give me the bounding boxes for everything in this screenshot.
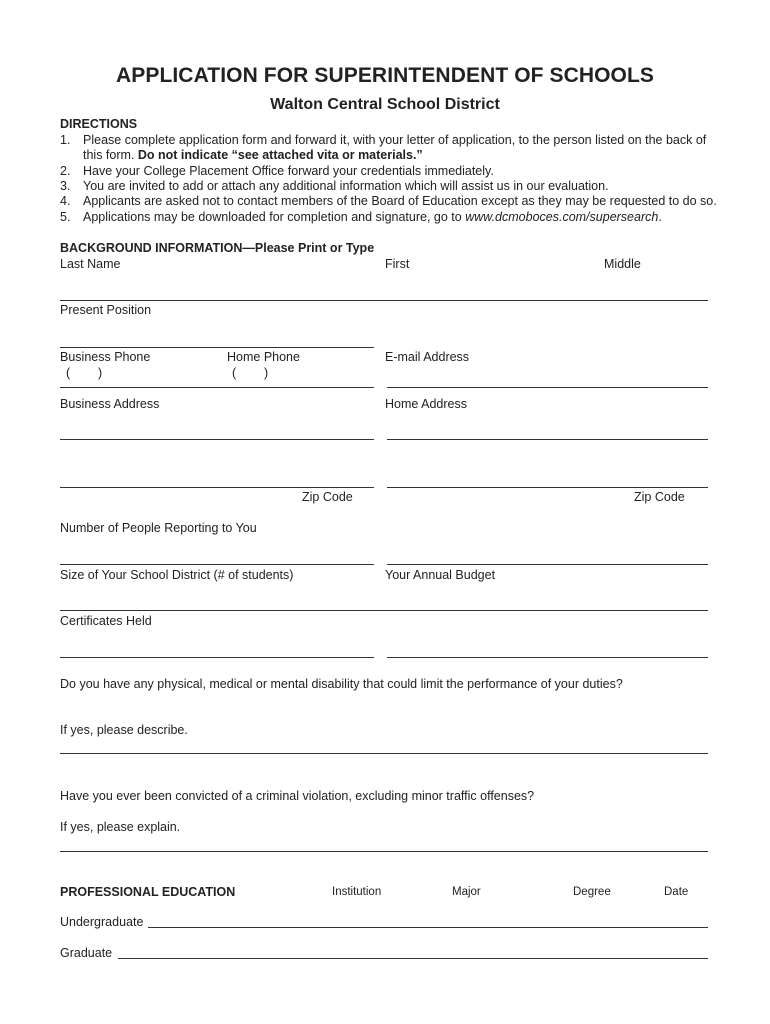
- email-label: E-mail Address: [385, 350, 470, 364]
- reporting-field-right[interactable]: [387, 564, 708, 565]
- direction-number: 2.: [60, 164, 71, 178]
- home-zip-label: Zip Code: [634, 490, 685, 504]
- download-link[interactable]: www.dcmoboces.com/supersearch: [465, 210, 659, 224]
- graduate-label: Graduate: [60, 946, 113, 960]
- direction-text: Applicants are asked not to contact members of the Board of Education except as they may be requested to do so.: [83, 194, 717, 208]
- district-name: Walton Central School District: [270, 96, 500, 113]
- business-address-label: Business Address: [60, 397, 160, 411]
- direction-number: 1.: [60, 133, 71, 147]
- home-address-field-1[interactable]: [387, 439, 708, 440]
- column-date: Date: [664, 886, 689, 898]
- email-field[interactable]: [387, 387, 708, 388]
- direction-text: Have your College Placement Office forward your credentials immediately.: [83, 164, 494, 178]
- business-address-field-2[interactable]: [60, 487, 374, 488]
- form-title: APPLICATION FOR SUPERINTENDENT OF SCHOOLS: [115, 64, 655, 87]
- present-position-label: Present Position: [60, 303, 152, 317]
- direction-item-4: [60, 194, 720, 209]
- education-heading: PROFESSIONAL EDUCATION: [60, 885, 236, 899]
- phone-field[interactable]: [60, 387, 374, 388]
- certificates-label: Certificates Held: [60, 614, 152, 628]
- undergraduate-field[interactable]: [148, 927, 708, 928]
- direction-item-1: [60, 133, 720, 165]
- disability-description-field[interactable]: [60, 753, 708, 754]
- home-phone-area-code: ( ): [232, 366, 269, 380]
- district-size-label: Size of Your School District (# of students): [60, 568, 294, 582]
- business-phone-label: Business Phone: [60, 350, 151, 364]
- criminal-question: Have you ever been convicted of a criminal violation, excluding minor traffic offenses?: [60, 789, 535, 803]
- certificates-field-2[interactable]: [387, 657, 708, 658]
- disability-describe-label: If yes, please describe.: [60, 723, 188, 737]
- column-major: Major: [452, 886, 481, 898]
- direction-item-5: [60, 210, 720, 225]
- name-field[interactable]: [60, 300, 708, 301]
- reporting-field[interactable]: [60, 564, 374, 565]
- criminal-explanation-field[interactable]: [60, 851, 708, 852]
- background-heading: BACKGROUND INFORMATION—Please Print or Type: [60, 241, 375, 255]
- direction-number: 3.: [60, 179, 71, 193]
- direction-text-end: .: [658, 210, 662, 224]
- criminal-explain-label: If yes, please explain.: [60, 820, 181, 834]
- home-phone-label: Home Phone: [227, 350, 300, 364]
- direction-text: You are invited to add or attach any additional information which will assist us in our evaluation.: [83, 179, 609, 193]
- certificates-field-1[interactable]: [60, 657, 374, 658]
- graduate-field[interactable]: [118, 958, 708, 959]
- district-budget-field[interactable]: [60, 610, 708, 611]
- home-address-field-2[interactable]: [387, 487, 708, 488]
- direction-emphasis: Do not indicate “see attached vita or materials.”: [137, 148, 423, 162]
- undergraduate-label: Undergraduate: [60, 915, 144, 929]
- home-address-label: Home Address: [385, 397, 467, 411]
- business-address-field-1[interactable]: [60, 439, 374, 440]
- business-zip-label: Zip Code: [302, 490, 353, 504]
- direction-text: Applications may be downloaded for completion and signature, go to: [83, 210, 466, 224]
- first-name-label: First: [385, 257, 410, 271]
- direction-item-3: [60, 179, 720, 194]
- disability-question: Do you have any physical, medical or mental disability that could limit the performance of your duties?: [60, 677, 623, 691]
- reporting-label: Number of People Reporting to You: [60, 521, 257, 535]
- annual-budget-label: Your Annual Budget: [385, 568, 496, 582]
- business-phone-area-code: ( ): [66, 366, 103, 380]
- direction-number: 5.: [60, 210, 71, 224]
- direction-item-2: [60, 164, 720, 179]
- middle-name-label: Middle: [604, 257, 641, 271]
- direction-text: Please complete application form and forward it, with your letter of application, to the person listed on the back of this form.: [83, 133, 707, 162]
- direction-number: 4.: [60, 194, 71, 208]
- directions-heading: DIRECTIONS: [60, 117, 138, 131]
- present-position-field[interactable]: [60, 347, 374, 348]
- column-degree: Degree: [573, 886, 611, 898]
- last-name-label: Last Name: [60, 257, 121, 271]
- column-institution: Institution: [332, 886, 382, 898]
